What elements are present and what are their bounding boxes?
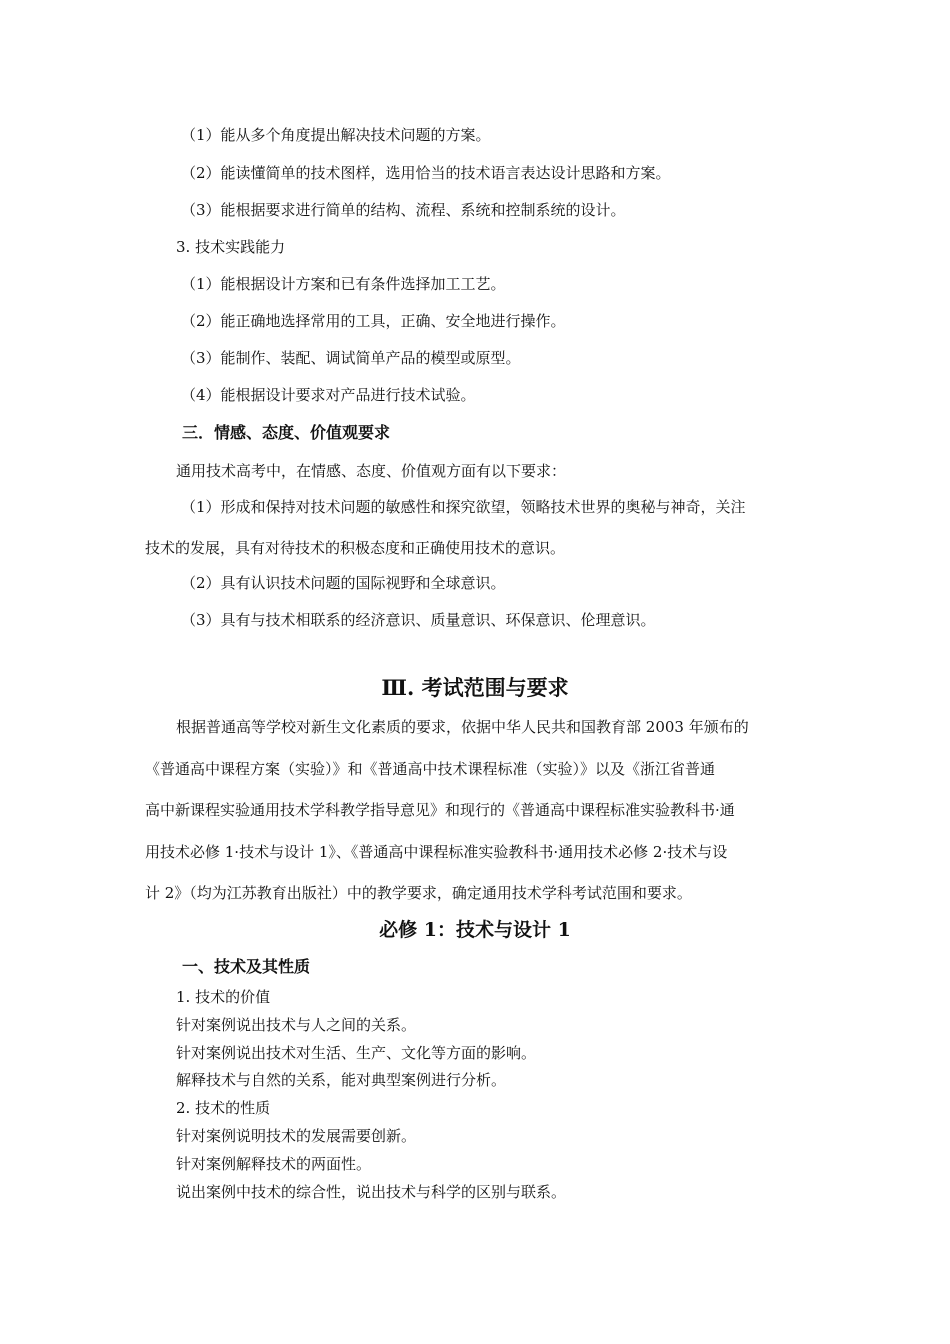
nature-item-3: 说出案例中技术的综合性，说出技术与科学的区别与联系。 (176, 1183, 567, 1201)
scope-paragraph-line-2: 《普通高中课程方案（实验）》和《普通高中技术课程标准（实验）》以及《浙江省普通 (145, 760, 716, 778)
affect-item-3: （3）具有与技术相联系的经济意识、质量意识、环保意识、伦理意识。 (181, 611, 656, 629)
value-item-3: 解释技术与自然的关系，能对典型案例进行分析。 (176, 1071, 507, 1089)
nature-item-2: 针对案例解释技术的两面性。 (176, 1155, 372, 1173)
nature-heading: 2. 技术的性质 (176, 1099, 271, 1117)
affect-intro: 通用技术高考中，在情感、态度、价值观方面有以下要求： (176, 462, 567, 480)
module-title: 必修 1：技术与设计 1 (379, 919, 571, 941)
value-heading: 1. 技术的价值 (176, 988, 271, 1006)
nature-item-1: 针对案例说明技术的发展需要创新。 (176, 1127, 417, 1145)
section-title: Ⅲ. 考试范围与要求 (381, 675, 569, 700)
scope-paragraph-line-3: 高中新课程实验通用技术学科教学指导意见》和现行的《普通高中课程标准实验教科书·通 (145, 801, 735, 819)
affect-item-1a: （1）形成和保持对技术问题的敏感性和探究欲望，领略技术世界的奥秘与神奇，关注 (181, 498, 746, 516)
module-heading: 一、技术及其性质 (182, 957, 311, 976)
value-item-2: 针对案例说出技术对生活、生产、文化等方面的影响。 (176, 1044, 537, 1062)
scope-paragraph-line-4: 用技术必修 1·技术与设计 1》、《普通高中课程标准实验教科书·通用技术必修 2·技术与设 (145, 843, 728, 861)
scope-paragraph-line-5: 计 2》（均为江苏教育出版社）中的教学要求，确定通用技术学科考试范围和要求。 (145, 884, 692, 902)
practice-item-3: （3）能制作、装配、调试简单产品的模型或原型。 (181, 349, 521, 367)
practice-item-2: （2）能正确地选择常用的工具，正确、安全地进行操作。 (181, 312, 566, 330)
design-item-1: （1）能从多个角度提出解决技术问题的方案。 (181, 126, 491, 144)
scope-paragraph-line-1: 根据普通高等学校对新生文化素质的要求，依据中华人民共和国教育部 2003 年颁布的 (176, 718, 749, 736)
affect-heading: 三．情感、态度、价值观要求 (182, 423, 391, 442)
affect-item-2: （2）具有认识技术问题的国际视野和全球意识。 (181, 574, 506, 592)
affect-item-1b: 技术的发展，具有对待技术的积极态度和正确使用技术的意识。 (145, 539, 566, 557)
design-item-2: （2）能读懂简单的技术图样，选用恰当的技术语言表达设计思路和方案。 (181, 164, 671, 182)
design-item-3: （3）能根据要求进行简单的结构、流程、系统和控制系统的设计。 (181, 201, 626, 219)
practice-item-4: （4）能根据设计要求对产品进行技术试验。 (181, 386, 476, 404)
practice-item-1: （1）能根据设计方案和已有条件选择加工工艺。 (181, 275, 506, 293)
practice-heading: 3. 技术实践能力 (176, 238, 286, 256)
value-item-1: 针对案例说出技术与人之间的关系。 (176, 1016, 417, 1034)
